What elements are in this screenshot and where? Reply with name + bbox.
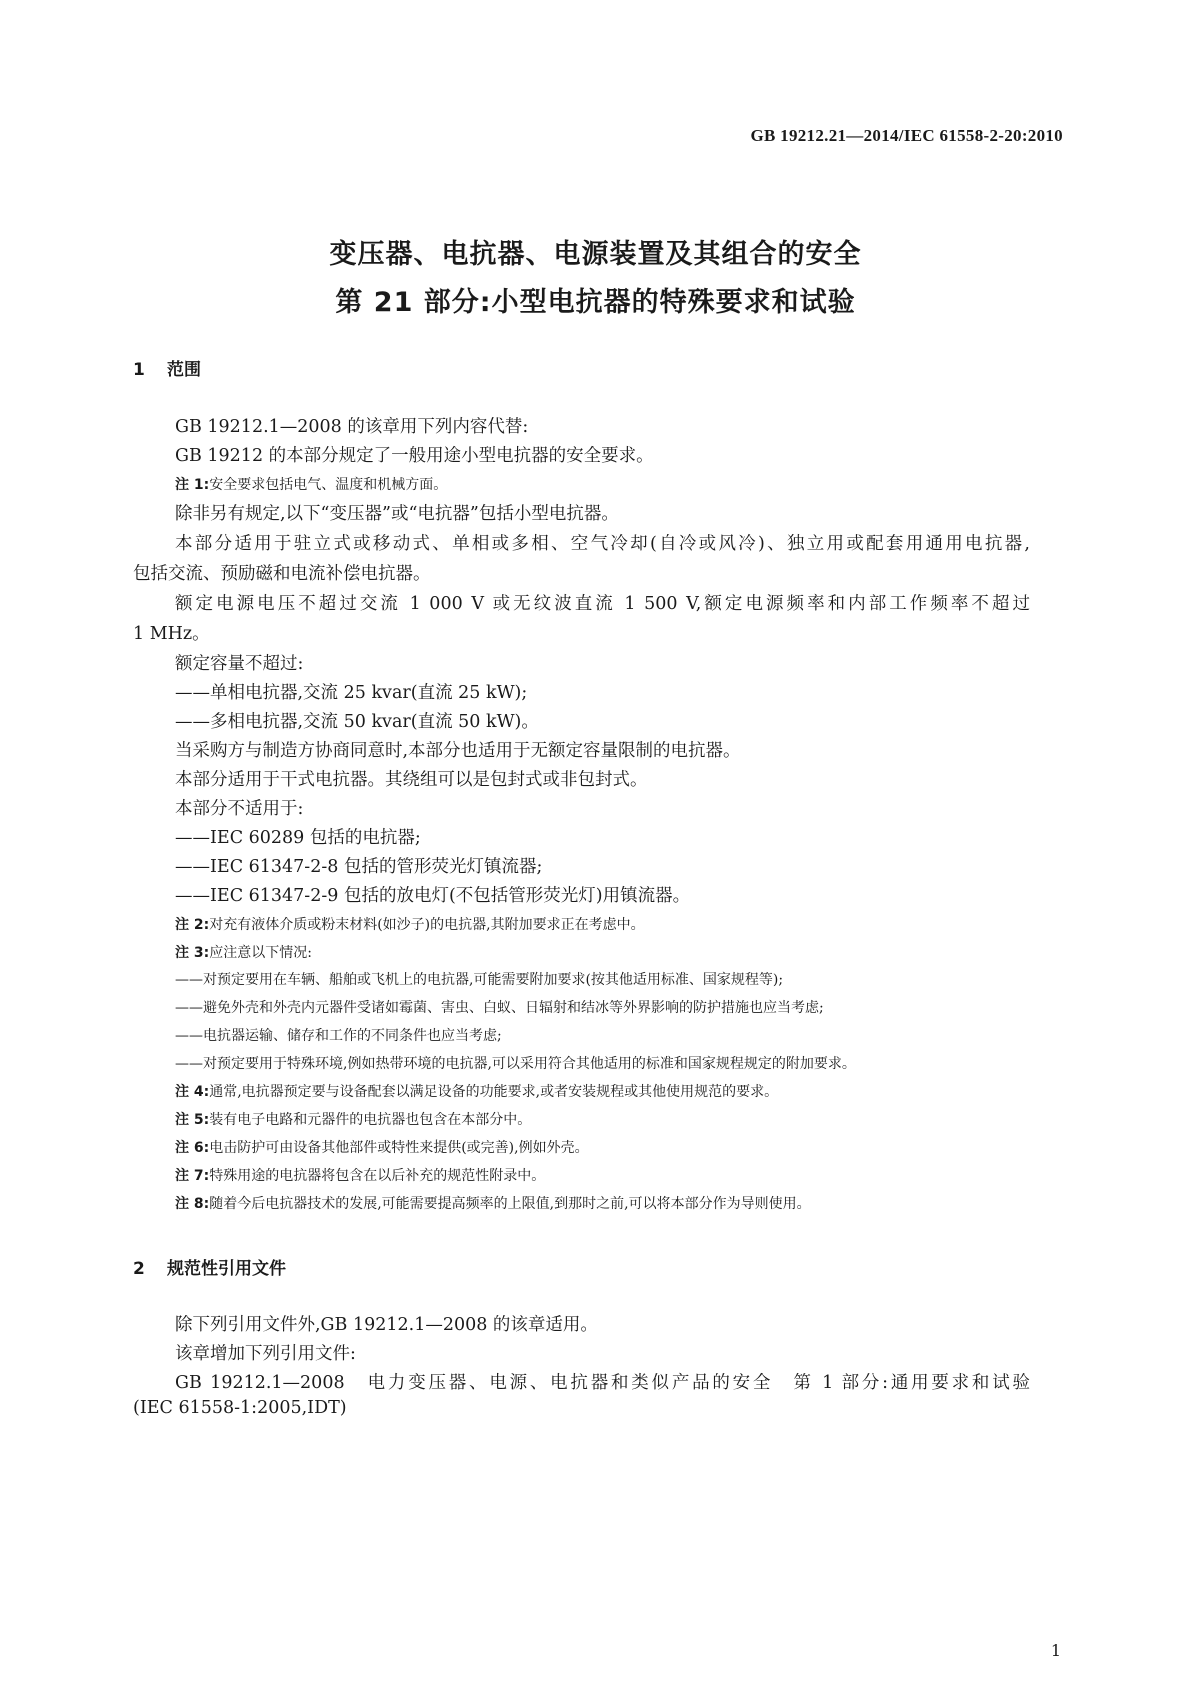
note-label: 注 4: bbox=[175, 1084, 210, 1100]
note-label: 注 7: bbox=[175, 1168, 210, 1184]
paragraph: 本部分适用于干式电抗器。其绕组可以是包封式或非包封式。 bbox=[175, 770, 648, 790]
note-text: 应注意以下情况: bbox=[209, 945, 312, 961]
note-3 bbox=[175, 942, 312, 962]
note-text: 安全要求包括电气、温度和机械方面。 bbox=[209, 477, 448, 493]
paragraph: GB 19212 的本部分规定了一般用途小型电抗器的安全要求。 bbox=[175, 446, 654, 466]
normative-reference-continuation: (IEC 61558-1:2005,IDT) bbox=[133, 1398, 347, 1418]
note-3-item: ——对预定要用于特殊环境,例如热带环境的电抗器,可以采用符合其他适用的标准和国家规程规定的附加要求。 bbox=[175, 1056, 856, 1072]
page-number: 1 bbox=[1050, 1641, 1061, 1660]
note-label: 注 3: bbox=[175, 945, 210, 961]
list-item: ——IEC 61347-2-8 包括的管形荧光灯镇流器; bbox=[175, 857, 543, 877]
section-2-title: 规范性引用文件 bbox=[167, 1259, 286, 1279]
note-3-item: ——对预定要用在车辆、船舶或飞机上的电抗器,可能需要附加要求(按其他适用标准、国家规程等); bbox=[175, 972, 784, 988]
section-1-heading bbox=[133, 355, 201, 380]
paragraph: 额定电源电压不超过交流 1 000 V 或无纹波直流 1 500 V,额定电源频率和内部工作频率不超过 bbox=[175, 594, 1030, 614]
paragraph: 当采购方与制造方协商同意时,本部分也适用于无额定容量限制的电抗器。 bbox=[175, 741, 741, 761]
note-label: 注 5: bbox=[175, 1112, 210, 1128]
note-text: 通常,电抗器预定要与设备配套以满足设备的功能要求,或者安装规程或其他使用规范的要求。 bbox=[209, 1084, 779, 1100]
note-6 bbox=[175, 1137, 589, 1157]
note-text: 装有电子电路和元器件的电抗器也包含在本部分中。 bbox=[209, 1112, 532, 1128]
note-text: 电击防护可由设备其他部件或特性来提供(或完善),例如外壳。 bbox=[209, 1140, 589, 1156]
section-2-number: 2 bbox=[133, 1259, 145, 1279]
note-text: 随着今后电抗器技术的发展,可能需要提高频率的上限值,到那时之前,可以将本部分作为导则使用。 bbox=[209, 1196, 811, 1212]
paragraph: 本部分不适用于: bbox=[175, 799, 304, 819]
note-4 bbox=[175, 1081, 778, 1101]
note-5 bbox=[175, 1109, 531, 1129]
document-title-line1: 变压器、电抗器、电源装置及其组合的安全 bbox=[329, 239, 862, 270]
paragraph: 除非另有规定,以下“变压器”或“电抗器”包括小型电抗器。 bbox=[175, 504, 619, 524]
note-label: 注 6: bbox=[175, 1140, 210, 1156]
document-title-line2: 第 21 部分:小型电抗器的特殊要求和试验 bbox=[335, 287, 856, 318]
section-1-title: 范围 bbox=[167, 360, 201, 380]
note-1 bbox=[175, 474, 447, 494]
normative-reference: GB 19212.1—2008 电力变压器、电源、电抗器和类似产品的安全 第 1 部分:通用要求和试验 bbox=[175, 1373, 1030, 1393]
standard-code-header: GB 19212.21—2014/IEC 61558-2-20:2010 bbox=[750, 126, 1063, 145]
note-8 bbox=[175, 1193, 811, 1213]
list-item: ——IEC 61347-2-9 包括的放电灯(不包括管形荧光灯)用镇流器。 bbox=[175, 886, 691, 906]
list-item: ——IEC 60289 包括的电抗器; bbox=[175, 828, 421, 848]
note-text: 特殊用途的电抗器将包含在以后补充的规范性附录中。 bbox=[209, 1168, 546, 1184]
paragraph-continuation: 1 MHz。 bbox=[133, 624, 210, 644]
note-label: 注 1: bbox=[175, 477, 210, 493]
note-text: 对充有液体介质或粉末材料(如沙子)的电抗器,其附加要求正在考虑中。 bbox=[209, 917, 645, 933]
list-item: ——单相电抗器,交流 25 kvar(直流 25 kW); bbox=[175, 683, 528, 703]
paragraph-continuation: 包括交流、预励磁和电流补偿电抗器。 bbox=[133, 564, 431, 584]
list-item: ——多相电抗器,交流 50 kvar(直流 50 kW)。 bbox=[175, 712, 539, 732]
paragraph: 除下列引用文件外,GB 19212.1—2008 的该章适用。 bbox=[175, 1315, 598, 1335]
section-2-heading bbox=[133, 1254, 286, 1279]
paragraph: 该章增加下列引用文件: bbox=[175, 1344, 356, 1364]
note-label: 注 8: bbox=[175, 1196, 210, 1212]
note-3-item: ——电抗器运输、储存和工作的不同条件也应当考虑; bbox=[175, 1028, 502, 1044]
paragraph: GB 19212.1—2008 的该章用下列内容代替: bbox=[175, 417, 529, 437]
section-1-number: 1 bbox=[133, 360, 145, 380]
note-label: 注 2: bbox=[175, 917, 210, 933]
note-7 bbox=[175, 1165, 545, 1185]
note-2 bbox=[175, 914, 645, 934]
paragraph: 本部分适用于驻立式或移动式、单相或多相、空气冷却(自冷或风冷)、独立用或配套用通用电抗器, bbox=[175, 534, 1030, 554]
note-3-item: ——避免外壳和外壳内元器件受诸如霉菌、害虫、白蚁、日辐射和结冰等外界影响的防护措施也应当考虑; bbox=[175, 1000, 824, 1016]
paragraph: 额定容量不超过: bbox=[175, 654, 304, 674]
